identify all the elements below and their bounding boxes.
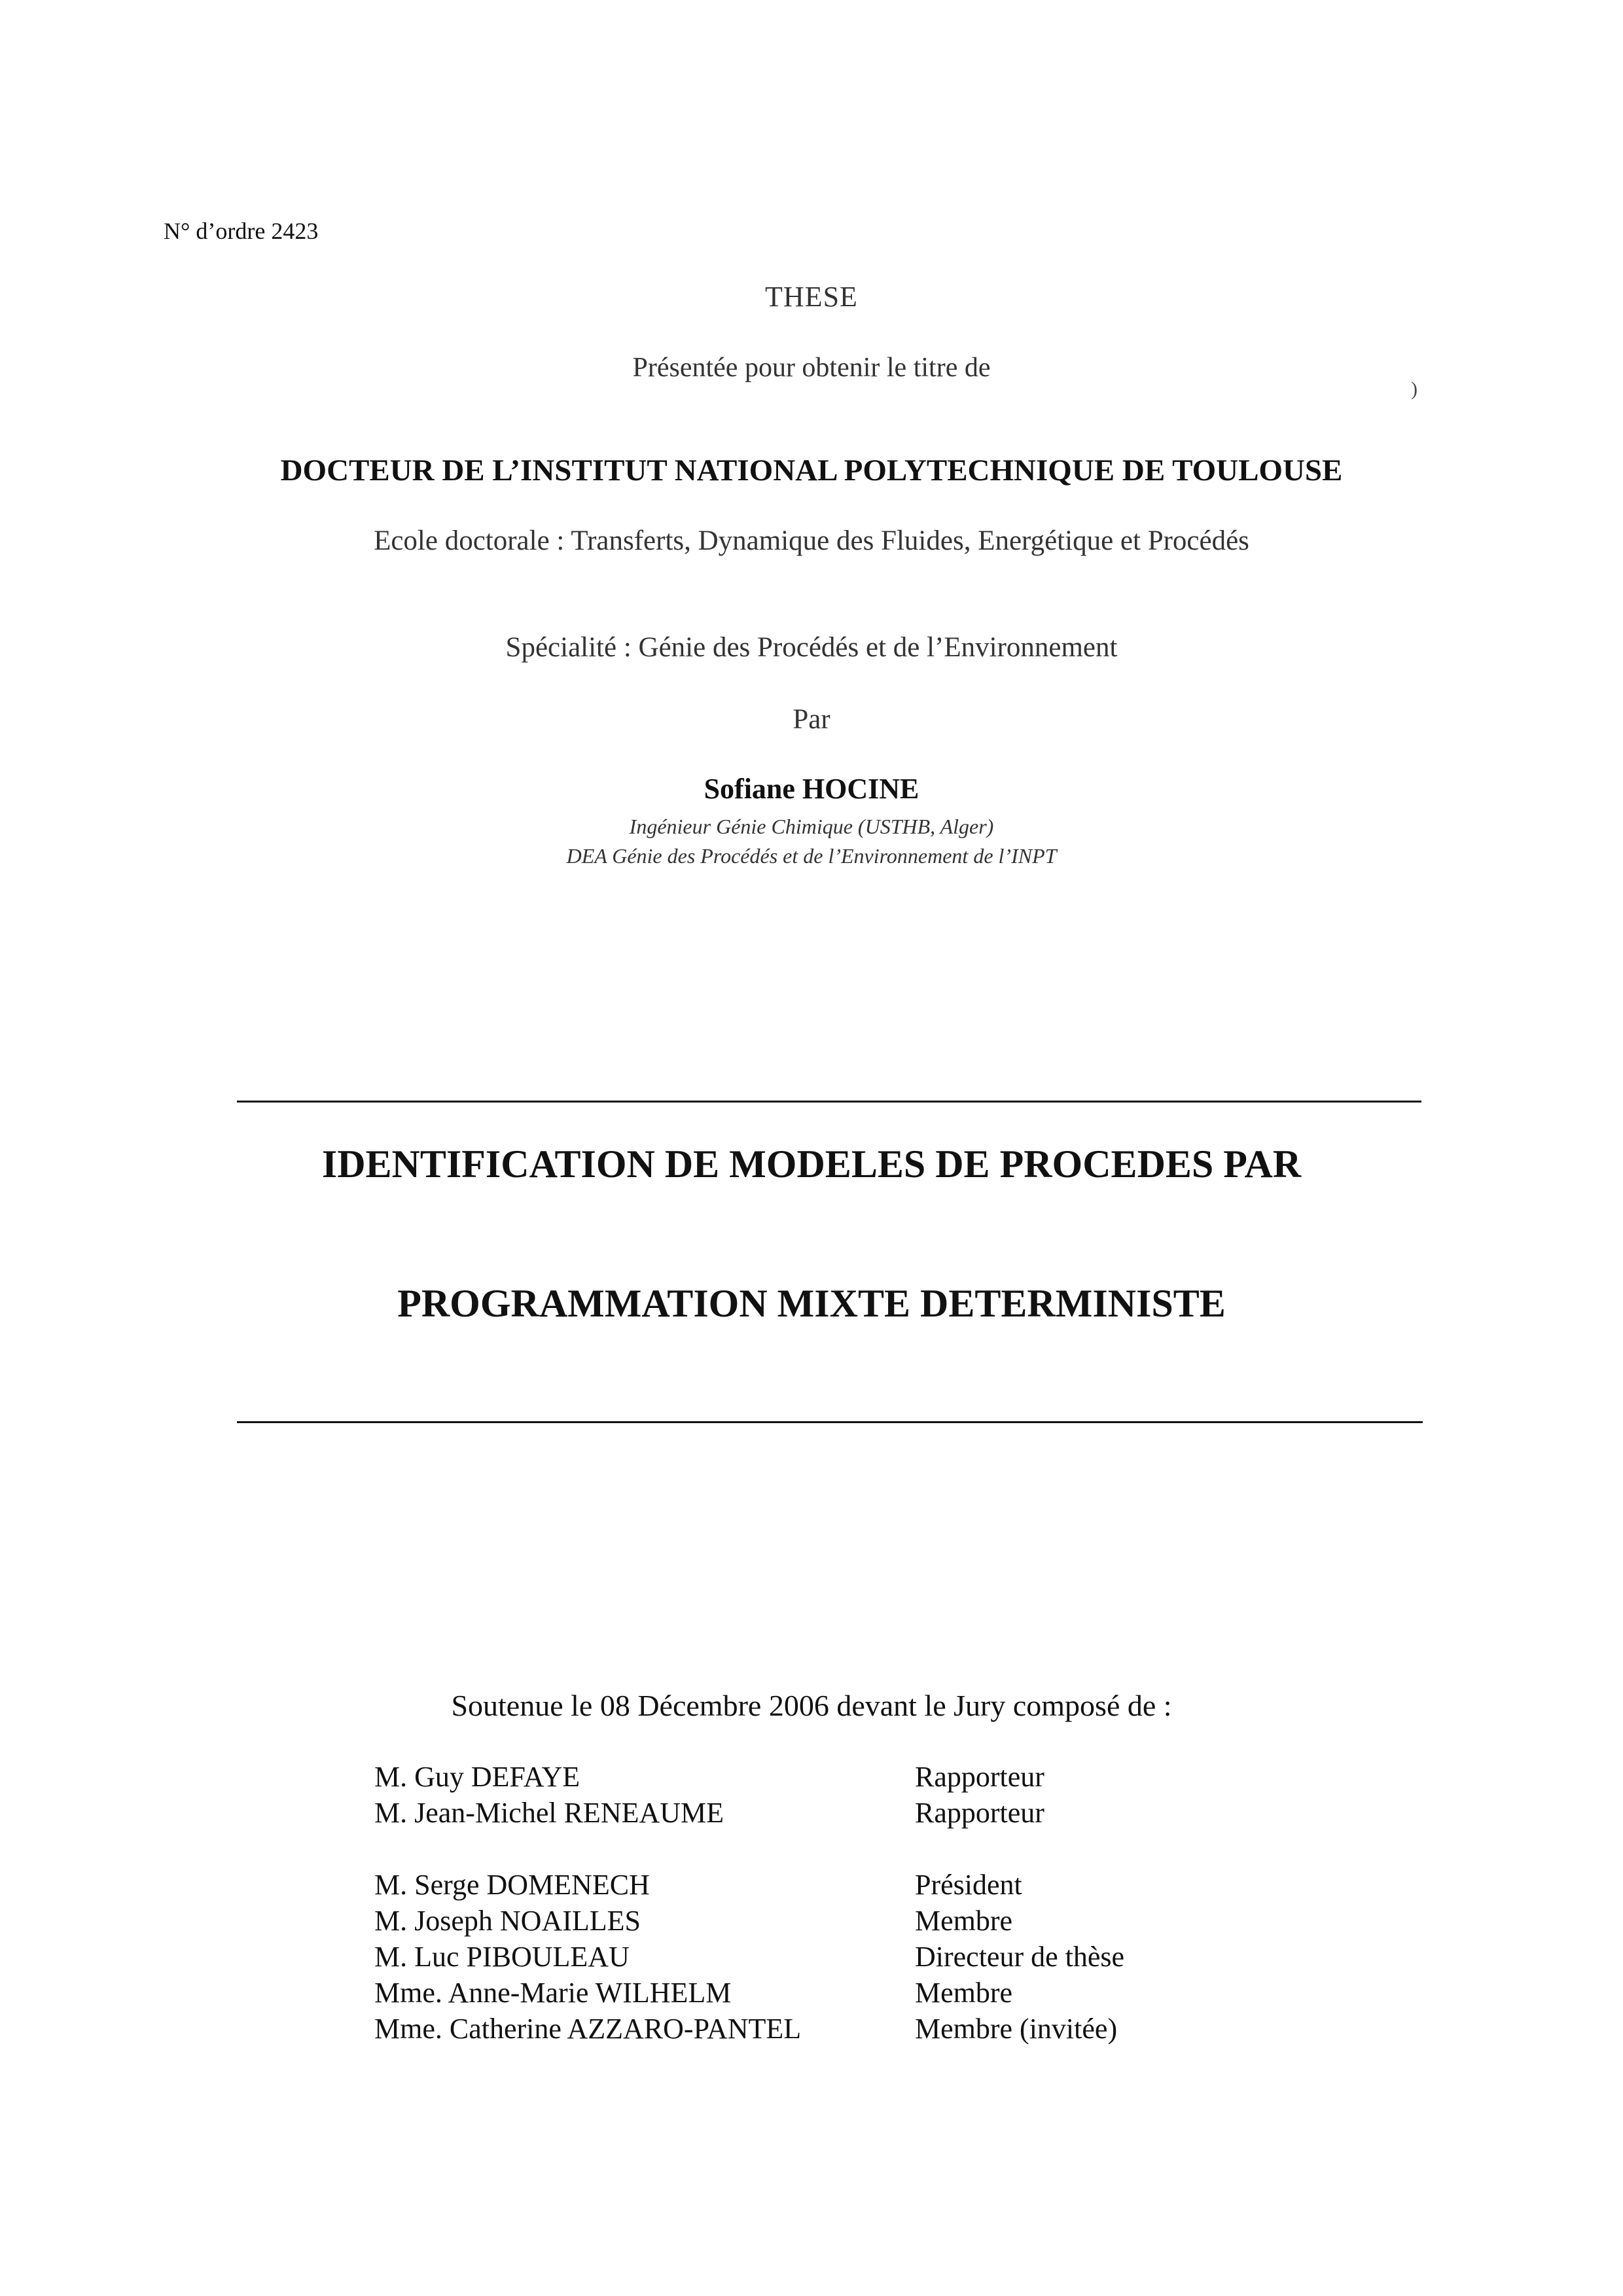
presentee-line: Présentée pour obtenir le titre de [632, 353, 991, 383]
jury-row [374, 1760, 1291, 1797]
document-type: THESE [765, 281, 858, 313]
top-divider [237, 1101, 1421, 1103]
jury-member-role: Président [915, 1869, 1022, 1901]
jury-list [374, 1760, 1291, 2048]
jury-member-role: Membre (invitée) [915, 2013, 1118, 2045]
doctoral-school: Ecole doctorale : Transferts, Dynamique des Fluides, Energétique et Procédés [374, 525, 1249, 556]
jury-member-role: Membre [915, 1977, 1013, 2009]
jury-member-name: Mme. Catherine AZZARO-PANTEL [374, 2013, 802, 2045]
jury-row [374, 1976, 1291, 2013]
bottom-divider [237, 1421, 1423, 1423]
jury-member-role: Membre [915, 1905, 1013, 1937]
order-number: N° d’ordre 2423 [164, 218, 319, 244]
jury-member-name: M. Luc PIBOULEAU [374, 1941, 630, 1973]
speciality: Spécialité : Génie des Procédés et de l’Environnement [505, 632, 1118, 663]
jury-row [374, 2012, 1291, 2049]
thesis-title-line-1: IDENTIFICATION DE MODELES DE PROCEDES PAR [321, 1142, 1302, 1186]
author-name: Sofiane HOCINE [704, 773, 919, 805]
jury-member-role: Directeur de thèse [915, 1941, 1125, 1973]
jury-member-role: Rapporteur [915, 1761, 1044, 1793]
jury-member-name: M. Joseph NOAILLES [374, 1905, 641, 1937]
author-affiliation-1: Ingénieur Génie Chimique (USTHB, Alger) [629, 815, 994, 838]
jury-member-name: M. Serge DOMENECH [374, 1869, 650, 1901]
jury-member-name: M. Guy DEFAYE [374, 1761, 580, 1793]
degree-title: DOCTEUR DE L’INSTITUT NATIONAL POLYTECHNIQUE DE TOULOUSE [280, 453, 1343, 487]
jury-member-name: Mme. Anne-Marie WILHELM [374, 1977, 732, 2009]
par-label: Par [793, 704, 830, 735]
jury-row [374, 1796, 1291, 1833]
jury-member-name: M. Jean-Michel RENEAUME [374, 1797, 724, 1829]
jury-member-role: Rapporteur [915, 1797, 1044, 1829]
author-affiliation-2: DEA Génie des Procédés et de l’Environnement de l’INPT [566, 844, 1057, 868]
jury-row [374, 1868, 1291, 1905]
stray-mark: ) [1411, 378, 1418, 400]
jury-row [374, 1940, 1291, 1977]
thesis-title-line-2: PROGRAMMATION MIXTE DETERMINISTE [397, 1282, 1226, 1325]
jury-row [374, 1904, 1291, 1941]
defense-statement: Soutenue le 08 Décembre 2006 devant le Jury composé de : [451, 1689, 1172, 1722]
